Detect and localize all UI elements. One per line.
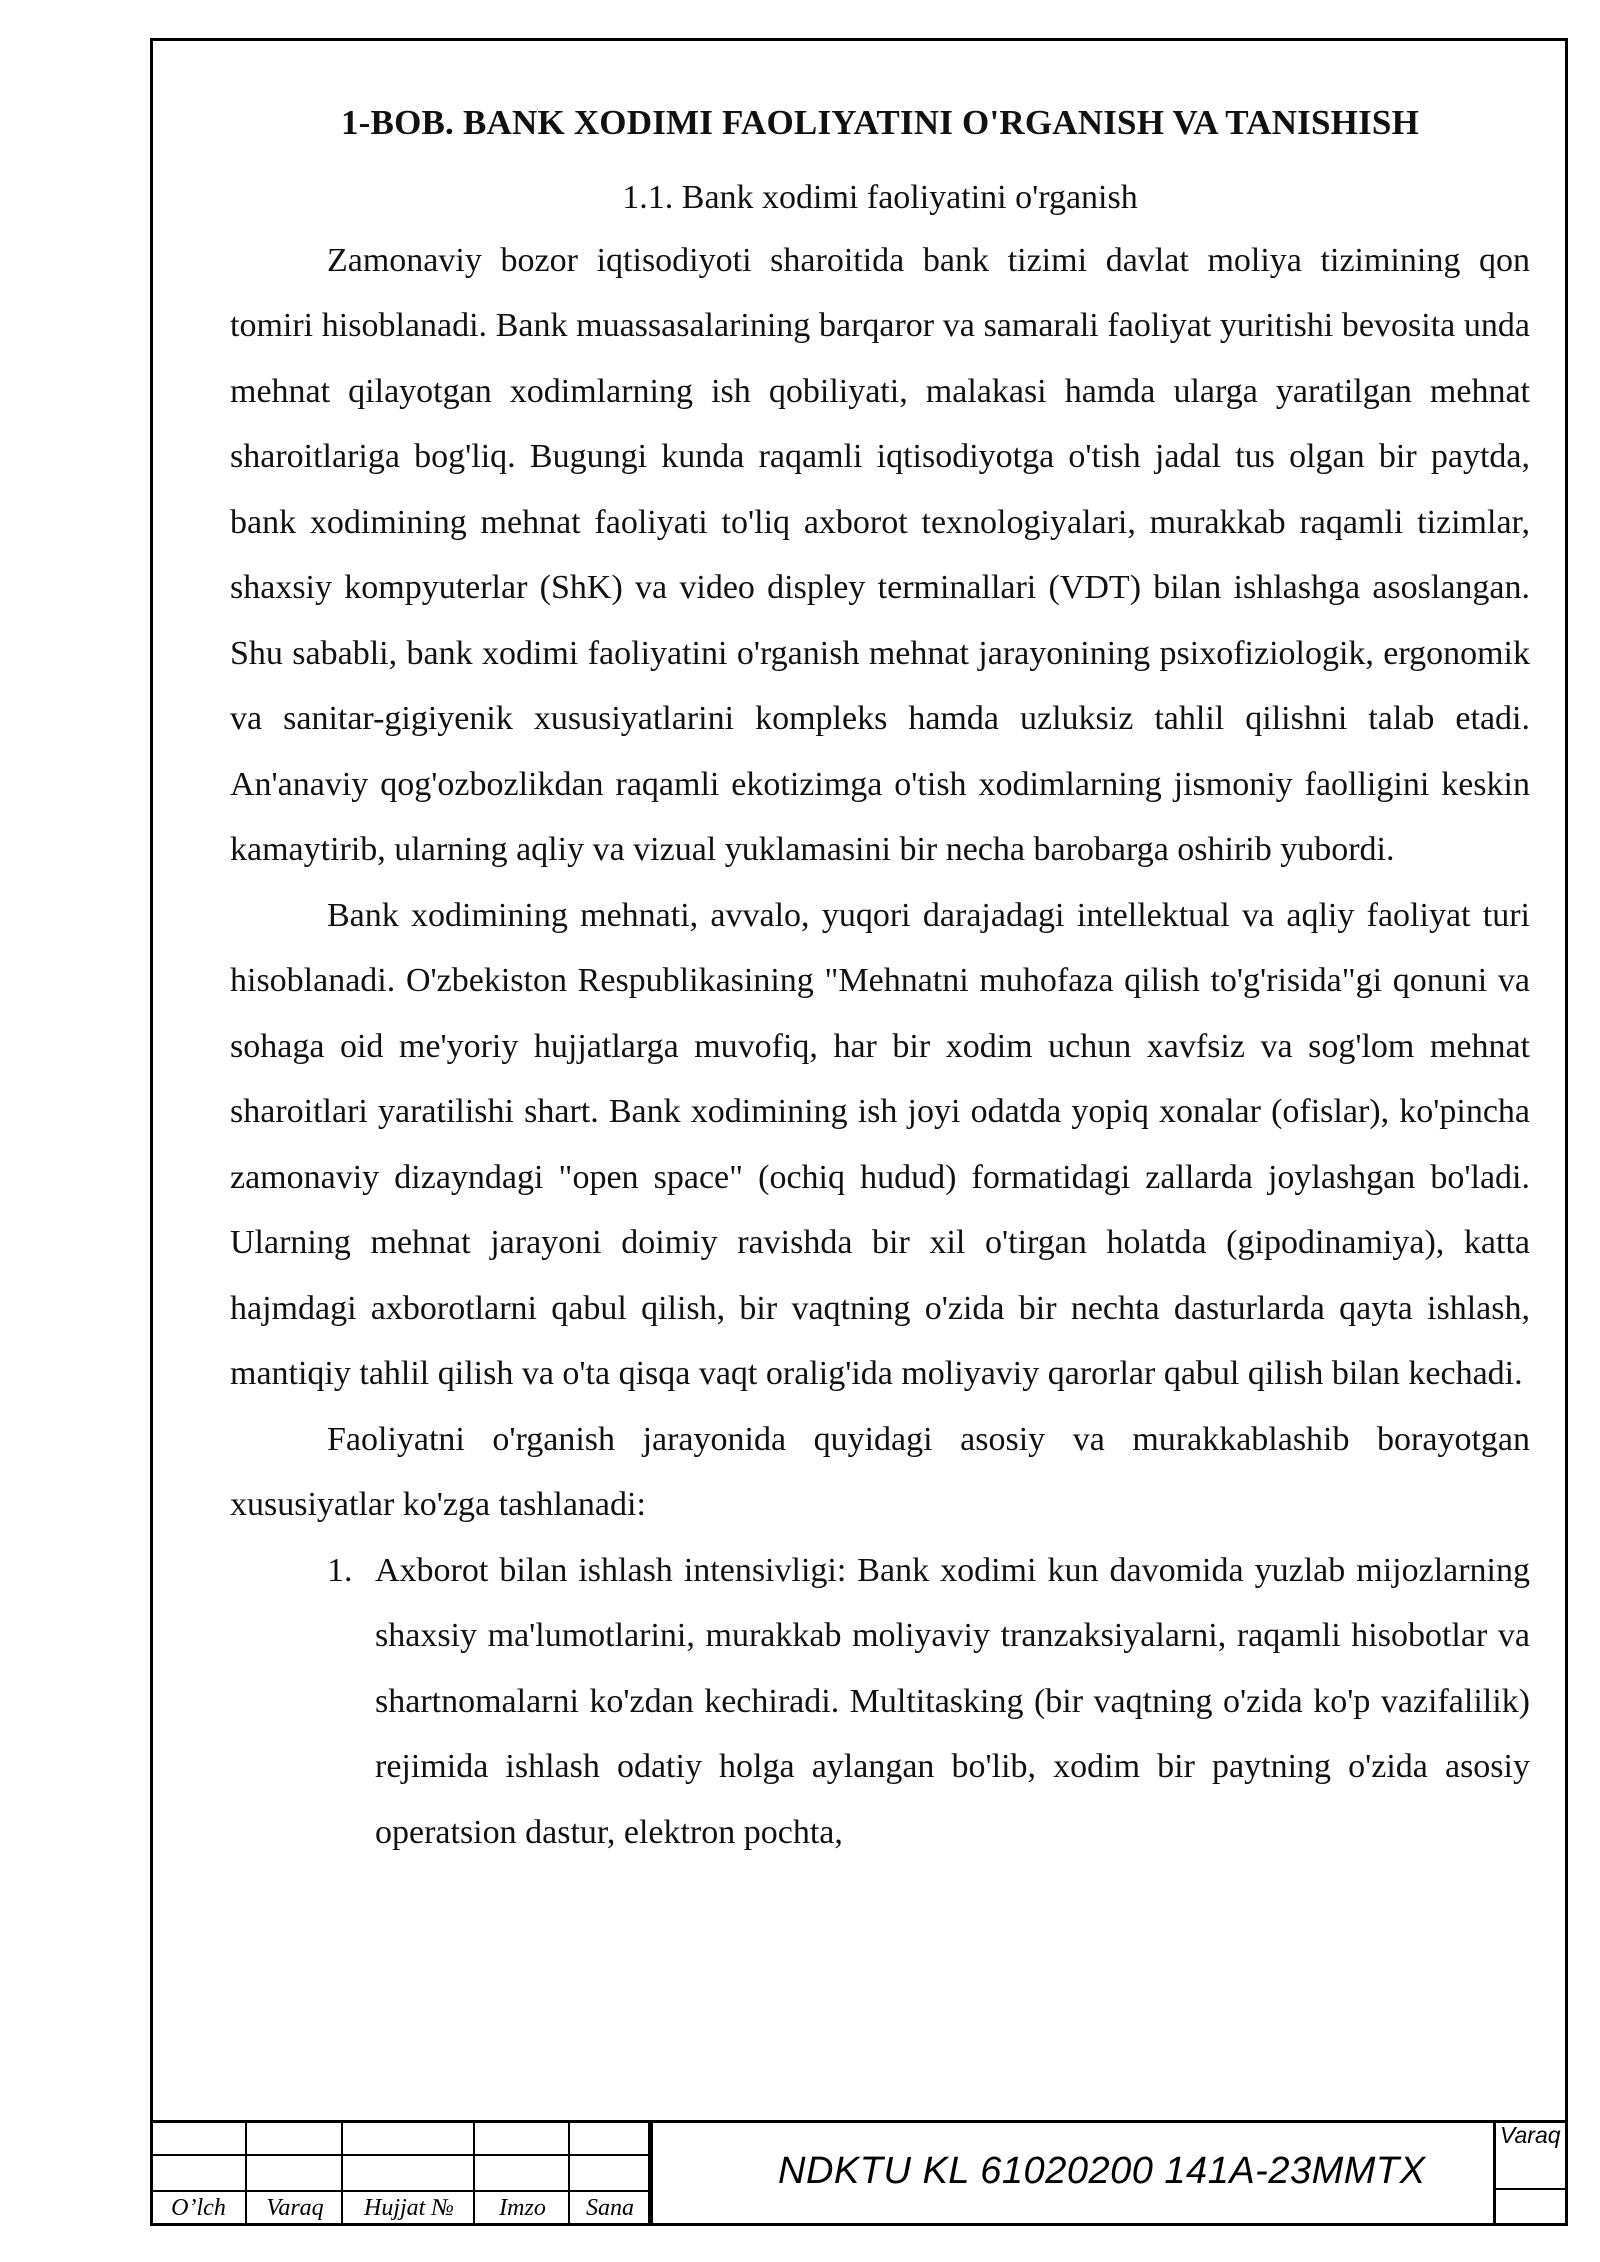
section-title: 1.1. Bank xodimi faoliyatini o'rganish <box>622 178 1138 216</box>
chapter-title: 1-BOB. BANK XODIMI FAOLIYATINI O'RGANISH VA TANISHISH <box>340 103 1419 142</box>
list-item-text: Axborot bilan ishlash intensivligi: Bank xodimi kun davomida yuzlab mijozlarning shaxsiy ma'lumotlarini, murakkab moliyaviy tranzaksiyalarni, raqamli hisobotlar va shartnomalarni ko'zdan kechiradi. Multitasking (bir vaqtning o'zida ko'p vazifalilik) rejimida ishlash odatiy holga aylangan bo'lib, xodim bir paytning o'zida asosiy operatsion dastur, elektron pochta, <box>375 1551 1530 1851</box>
stamp-label-varaq: Varaq <box>266 2195 324 2221</box>
paragraph-2: Bank xodimining mehnati, avvalo, yuqori darajadagi intellektual va aqliy faoliyat turi hisoblanadi. O'zbekiston Respublikasining "Mehnatni muhofaza qilish to'g'risida"gi qonuni va sohaga oid me'yoriy hujjatlarga muvofiq, har bir xodim uchun xavfsiz va sog'lom mehnat sharoitlari yaratilishi shart. Bank xodimining ish joyi odatda yopiq xonalar (ofislar), ko'pincha zamonaviy dizayndagi "open space" (ochiq hudud) formatidagi zallarda joylashgan bo'ladi. Ularning mehnat jarayoni doimiy ravishda bir xil o'tirgan holatda (gipodinamiya), katta hajmdagi axborotlarni qabul qilish, bir vaqtning o'zida bir nechta dasturlarda qayta ishlash, mantiqiy tahlil qilish va o'ta qisqa vaqt oralig'ida moliyaviy qarorlar qabul qilish bilan kechadi. <box>230 896 1530 1393</box>
title-block <box>150 2120 1568 2226</box>
paragraph-3: Faoliyatni o'rganish jarayonida quyidagi asosiy va murakkablashib borayotgan xususiyatlar ko'zga tashlanadi: <box>230 1420 1530 1524</box>
stamp-label-imzo: Imzo <box>499 2195 546 2221</box>
list-item <box>230 1538 1530 1866</box>
paragraph-1: Zamonaviy bozor iqtisodiyoti sharoitida bank tizimi davlat moliya tizimining qon tomiri hisoblanadi. Bank muassasalarining barqaror va samarali faoliyat yuritishi bevosita unda mehnat qilayotgan xodimlarning ish qobiliyati, malakasi hamda ularga yaratilgan mehnat sharoitlariga bog'liq. Bugungi kunda raqamli iqtisodiyotga o'tish jadal tus olgan bir paytda, bank xodimining mehnat faoliyati to'liq axborot texnologiyalari, murakkab raqamli tizimlar, shaxsiy kompyuterlar (ShK) va video displey terminallari (VDT) bilan ishlashga asoslangan. Shu sababli, bank xodimi faoliyatini o'rganish mehnat jarayonining psixofiziologik, ergonomik va sanitar-gigiyenik xususiyatlarini kompleks hamda uzluksiz tahlil qilishni talab etadi. An'anaviy qog'ozbozlikdan raqamli ekotizimga o'tish xodimlarning jismoniy faolligini keskin kamaytirib, ularning aqliy va vizual yuklamasini bir necha barobarga oshirib yubordi. <box>230 241 1530 869</box>
document-code-box <box>650 2120 1600 2226</box>
sheet-label: Varaq <box>1500 2122 1561 2148</box>
stamp-label-olch: O’lch <box>171 2195 226 2221</box>
stamp-grid <box>150 2120 650 2226</box>
list-item-number: 1. <box>327 1551 353 1589</box>
stamp-label-hujjat: Hujjat № <box>364 2195 454 2221</box>
document-body <box>230 100 1530 1865</box>
stamp-label-sana: Sana <box>586 2195 634 2221</box>
document-code: NDKTU KL 61020200 141A-23MMTX <box>778 2150 1426 2192</box>
sheet-number-box <box>1493 2120 1568 2226</box>
